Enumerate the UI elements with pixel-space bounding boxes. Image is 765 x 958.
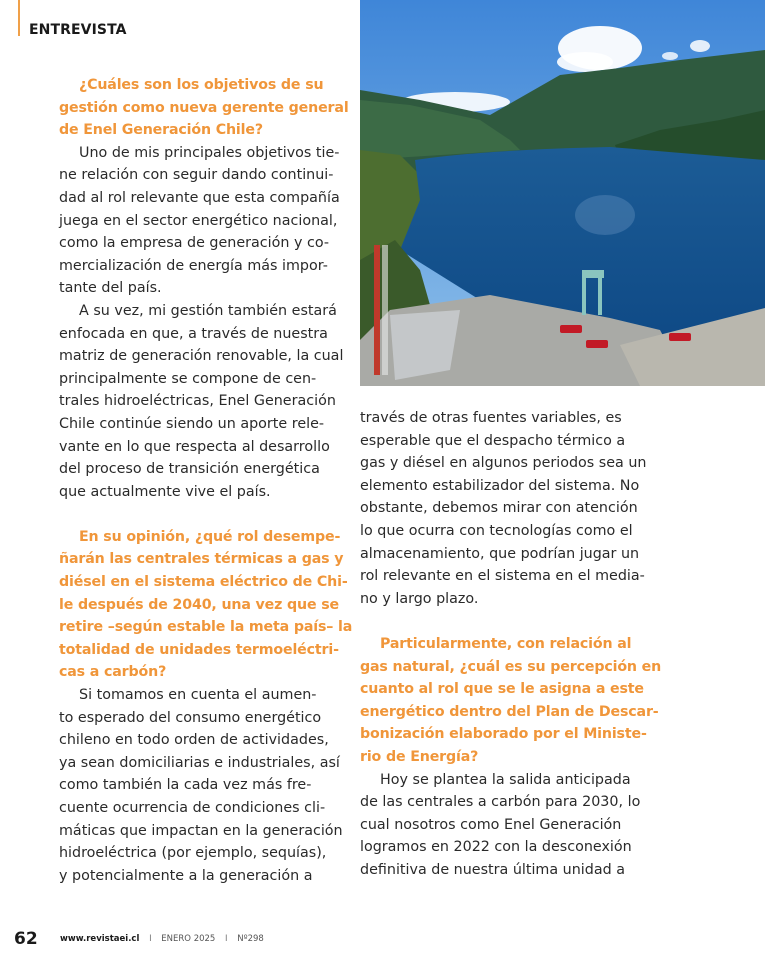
page-number: 62: [14, 929, 38, 949]
body-line: de las centrales a carbón para 2030, lo: [360, 794, 641, 811]
section-label: ENTREVISTA: [29, 22, 127, 38]
body-line: matriz de generación renovable, la cual: [59, 348, 344, 365]
footer-issue: Nº298: [237, 934, 264, 944]
body-line: chileno en todo orden de actividades,: [59, 732, 329, 749]
footer-separator: I: [225, 934, 228, 944]
body-line: gas y diésel en algunos periodos sea un: [360, 455, 647, 472]
body-line: mercialización de energía más impor-: [59, 257, 328, 274]
footer-meta: [60, 934, 264, 944]
body-line: hidroeléctrica (por ejemplo, sequías),: [59, 845, 327, 862]
question-line: totalidad de unidades termoeléctri-: [59, 641, 339, 658]
footer-date: ENERO 2025: [161, 934, 216, 944]
body-line: lo que ocurra con tecnologías como el: [360, 522, 633, 539]
body-line: y potencialmente a la generación a: [59, 867, 313, 884]
question-2: [59, 526, 353, 684]
body-line: máticas que impactan en la generación: [59, 822, 343, 839]
body-line: Si tomamos en cuenta el aumen-: [79, 687, 317, 704]
reservoir-photo: [360, 0, 765, 386]
body-line: ne relación con seguir dando continui-: [59, 167, 334, 184]
body-line: principalmente se compone de cen-: [59, 370, 317, 387]
question-line: gas natural, ¿cuál es su percepción en: [360, 658, 662, 675]
question-line: ¿Cuáles son los objetivos de su: [79, 77, 324, 93]
question-line: de Enel Generación Chile?: [59, 122, 263, 139]
body-line: como también la cada vez más fre-: [59, 777, 312, 794]
question-line: En su opinión, ¿qué rol desempe-: [79, 528, 341, 545]
body-line: dad al rol relevante que esta compañía: [59, 189, 340, 206]
body-line: esperable que el despacho térmico a: [360, 432, 626, 449]
question-line: energético dentro del Plan de Descar-: [360, 703, 659, 720]
body-line: rol relevante en el sistema en el media-: [360, 568, 645, 585]
body-line: cuente ocurrencia de condiciones cli-: [59, 800, 326, 816]
body-line: no y largo plazo.: [360, 590, 479, 607]
photo-reservoir-icon: [360, 0, 765, 386]
left-column: [59, 74, 353, 887]
body-line: trales hidroeléctricas, Enel Generación: [59, 393, 336, 410]
answer-1-paragraph-1: [59, 142, 340, 300]
question-1: [59, 74, 349, 142]
body-line: ya sean domiciliarias e industriales, así: [59, 754, 340, 771]
body-line: Chile continúe siendo un aporte rele-: [59, 415, 325, 432]
right-column: [360, 407, 662, 881]
question-line: ñarán las centrales térmicas a gas y: [59, 551, 344, 568]
answer-1-paragraph-2: [59, 300, 344, 503]
body-line: juega en el sector energético nacional,: [59, 212, 338, 229]
body-line: Hoy se plantea la salida anticipada: [380, 771, 631, 788]
question-line: cuanto al rol que se le asigna a este: [360, 681, 644, 698]
body-line: como la empresa de generación y co-: [59, 235, 330, 252]
footer-separator: I: [149, 934, 152, 944]
body-line: enfocada en que, a través de nuestra: [59, 325, 328, 342]
paragraph-gap: [360, 610, 640, 633]
footer-url-link[interactable]: www.revistaei.cl: [60, 934, 140, 944]
answer-2: [59, 684, 343, 887]
body-line: almacenamiento, que podrían jugar un: [360, 545, 640, 562]
body-line: elemento estabilizador del sistema. No: [360, 477, 640, 494]
question-line: rio de Energía?: [360, 748, 479, 765]
body-line: tante del país.: [59, 280, 162, 297]
body-line: cual nosotros como Enel Generación: [360, 816, 622, 833]
question-3: [360, 633, 662, 769]
body-line: través de otras fuentes variables, es: [360, 410, 622, 426]
section-accent-rule: [18, 0, 20, 36]
body-line: logramos en 2022 con la desconexión: [360, 839, 632, 856]
body-line: que actualmente vive el país.: [59, 483, 271, 500]
answer-2-continued: [360, 407, 647, 610]
question-line: retire –según estable la meta país– la: [59, 619, 353, 636]
body-line: Uno de mis principales objetivos tie-: [79, 144, 340, 161]
question-line: le después de 2040, una vez que se: [59, 596, 340, 613]
question-line: gestión como nueva gerente general: [59, 99, 349, 116]
body-line: A su vez, mi gestión también estará: [79, 302, 337, 319]
answer-3: [360, 769, 640, 882]
question-line: Particularmente, con relación al: [380, 635, 632, 652]
question-line: cas a carbón?: [59, 664, 167, 681]
body-line: vante en lo que respecta al desarrollo: [59, 438, 330, 455]
paragraph-gap: [59, 503, 335, 526]
body-line: to esperado del consumo energético: [59, 709, 322, 726]
body-line: definitiva de nuestra última unidad a: [360, 861, 625, 878]
body-line: obstante, debemos mirar con atención: [360, 500, 638, 517]
body-line: del proceso de transición energética: [59, 461, 320, 478]
question-line: diésel en el sistema eléctrico de Chi-: [59, 574, 348, 591]
question-line: bonización elaborado por el Ministe-: [360, 726, 647, 743]
